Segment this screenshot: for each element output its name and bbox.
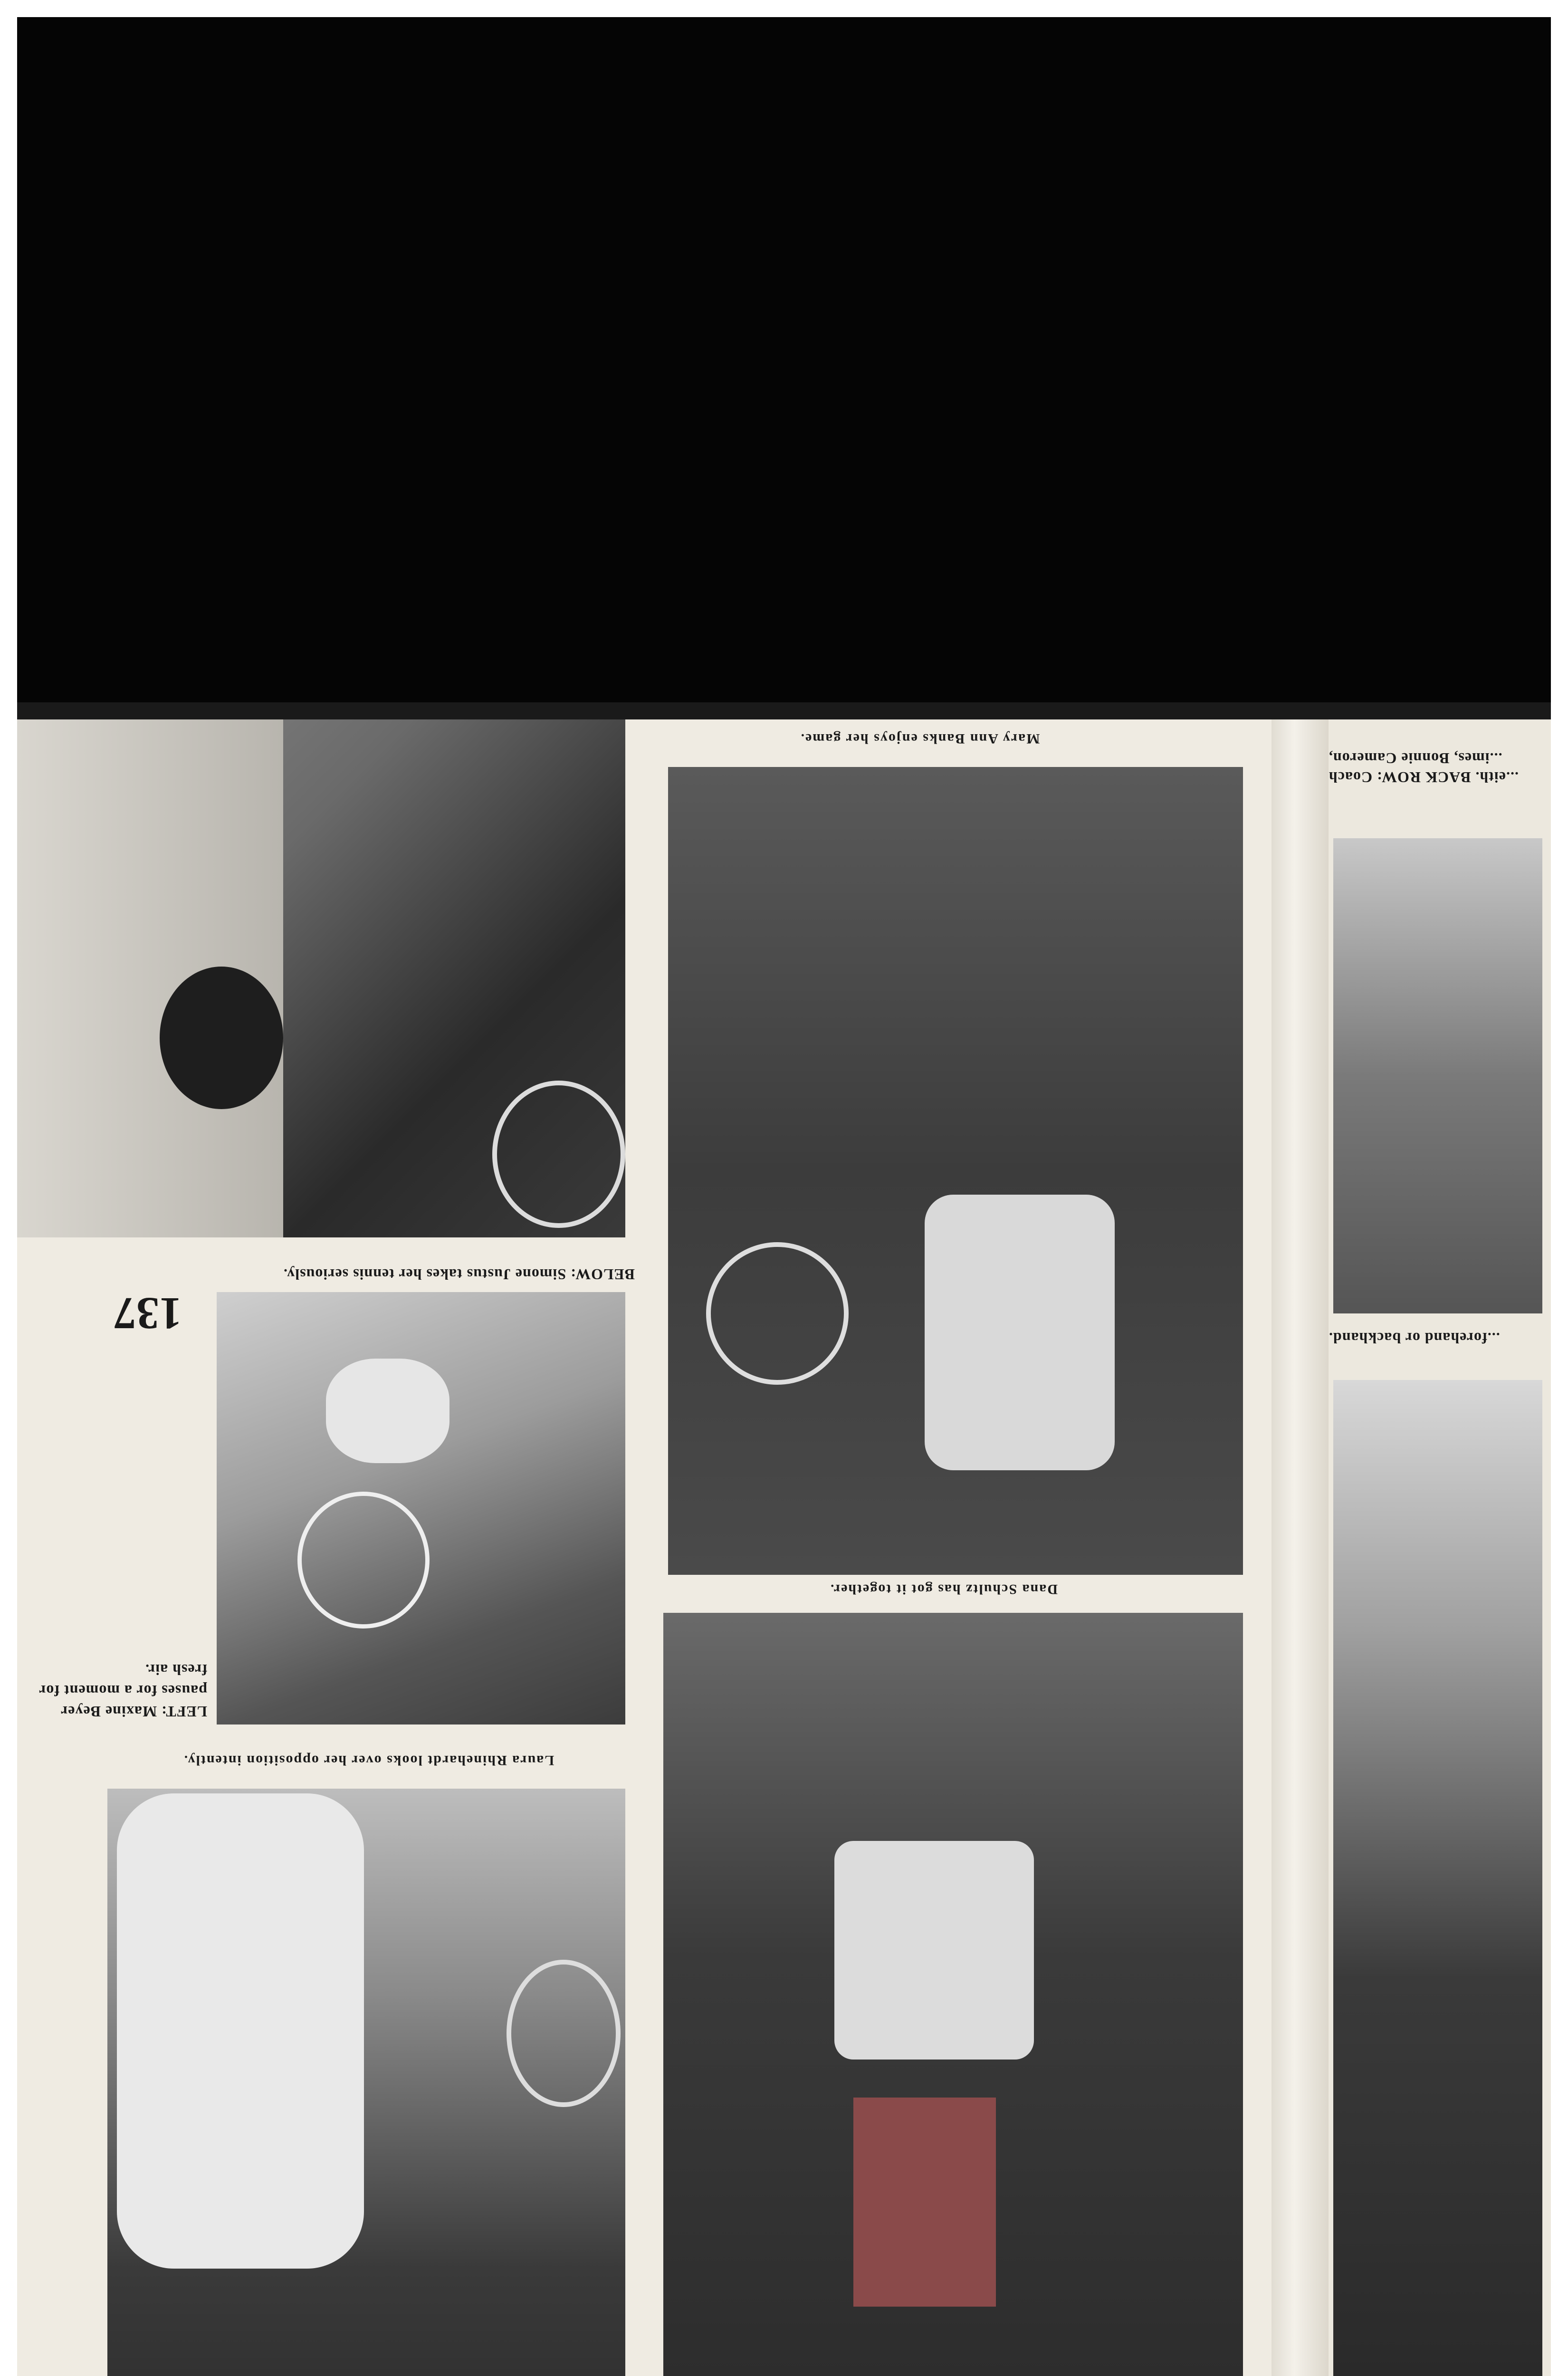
caption-simone-justus: BELOW: Simone Justus takes her tennis seriously.	[283, 1266, 635, 1283]
caption-dana-schultz: Dana Schultz has got it together.	[830, 1581, 1058, 1597]
adjacent-caption-line-2: ...imes, Bonnie Cameron,	[1329, 750, 1502, 767]
yearbook-page	[17, 719, 1272, 2376]
book-cover-area	[17, 17, 1551, 719]
photo-maxine-beyer	[217, 1292, 625, 1725]
adjacent-caption-line-1: ...eith. BACK ROW: Coach	[1329, 769, 1519, 786]
adjacent-caption-forehand: ...forehand or backhand.	[1329, 1330, 1500, 1347]
caption-maxine-beyer: LEFT: Maxine Beyer pauses for a moment for fresh air.	[38, 1661, 207, 1720]
photo-simone-justus	[17, 719, 625, 1237]
adjacent-team-photo	[1333, 838, 1542, 1313]
adjacent-player-photo	[1333, 1380, 1542, 2376]
book-gutter	[1272, 719, 1329, 2376]
photo-laura-rhinehardt	[107, 1789, 625, 2376]
caption-laura-rhinehardt: Laura Rhinehardt looks over her opposition intently.	[183, 1753, 555, 1768]
cover-edge	[17, 702, 1551, 719]
page-number: 137	[114, 1288, 182, 1339]
photo-dana-schultz	[663, 1613, 1243, 2376]
photo-mary-ann-banks	[668, 767, 1243, 1575]
caption-mary-ann-banks: Mary Ann Banks enjoys her game.	[800, 731, 1040, 747]
adjacent-page	[1329, 719, 1551, 2376]
